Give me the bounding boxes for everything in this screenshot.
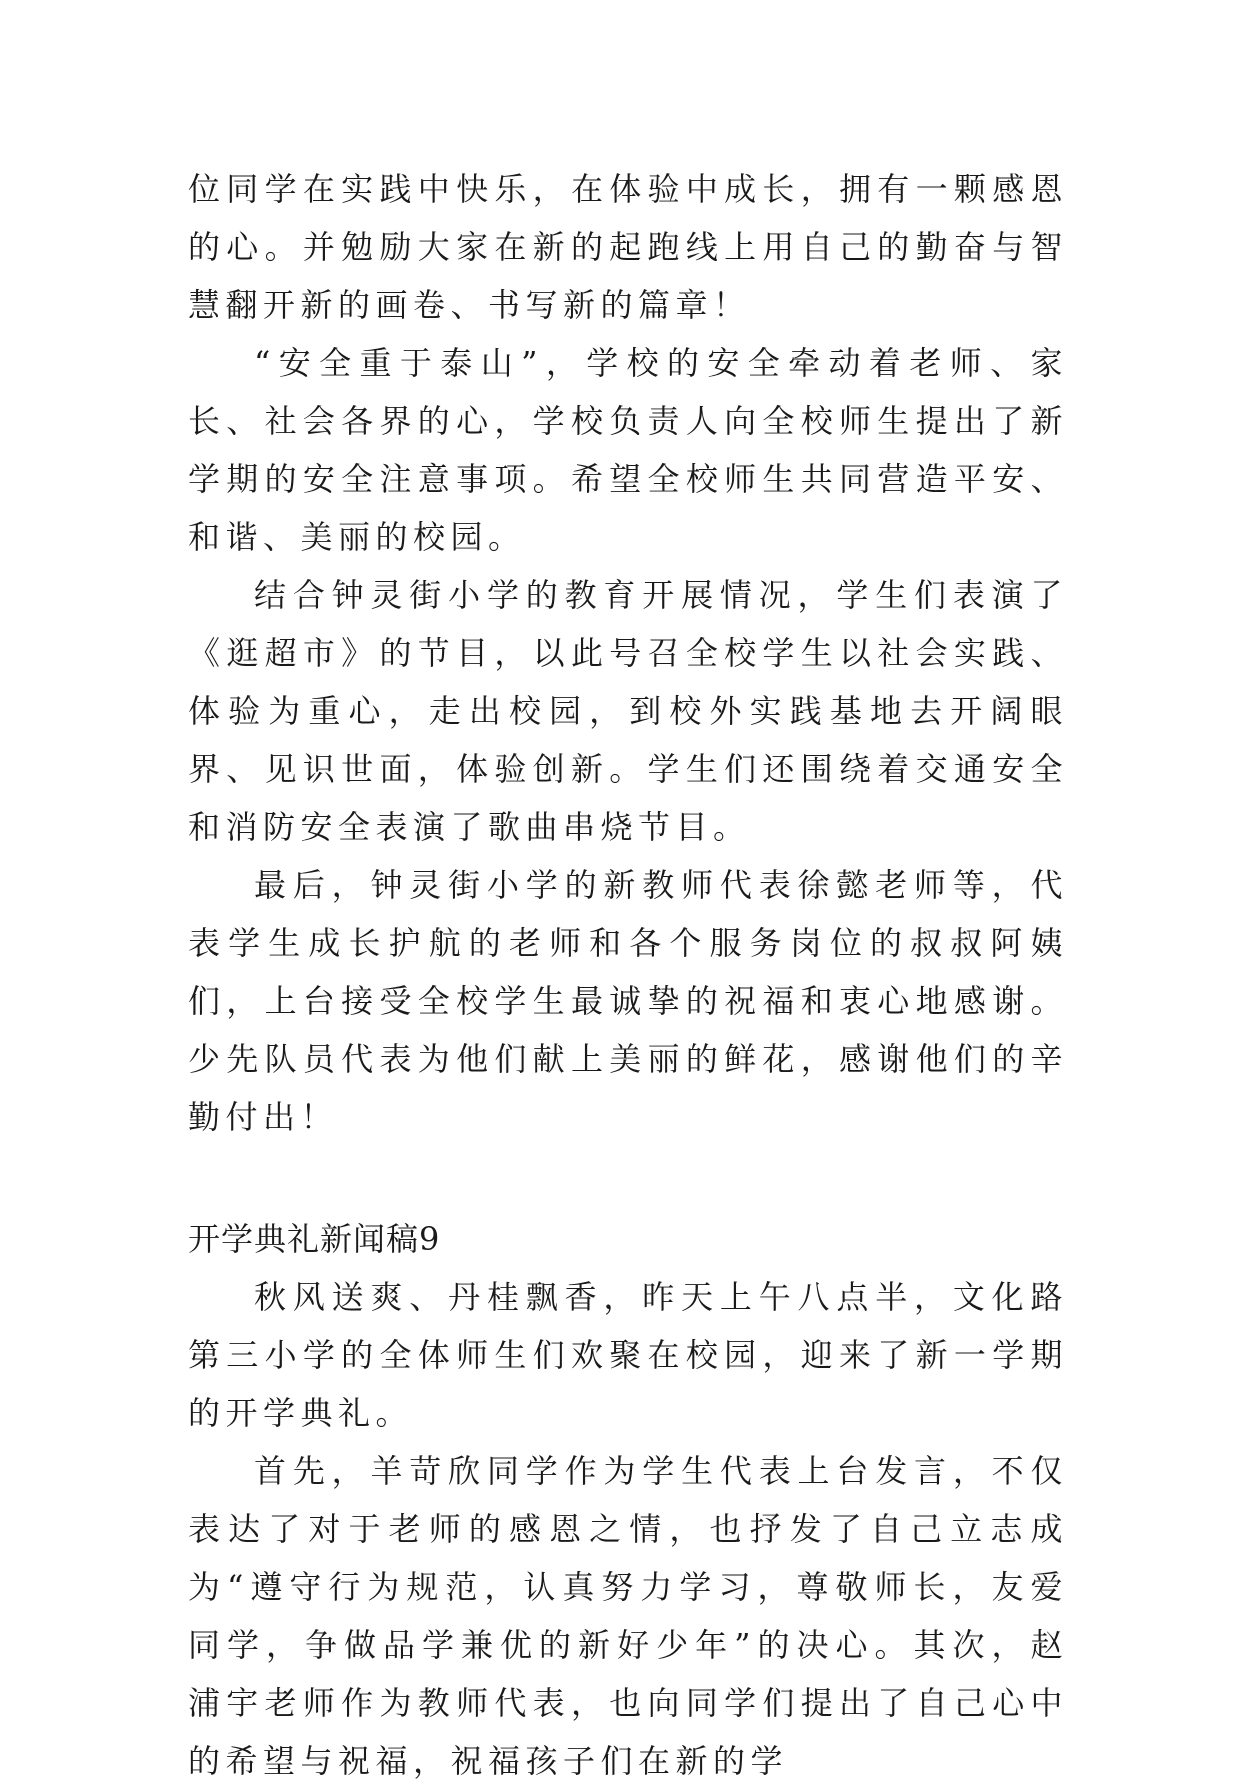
paragraph-3: 结合钟灵街小学的教育开展情况，学生们表演了《逛超市》的节目，以此号召全校学生以社会实践、体验为重心，走出校园，到校外实践基地去开阔眼界、见识世面，体验创新。学生们还围绕着交通安全和消防安全表演了歌曲串烧节目。 [188, 576, 1068, 846]
document-body [188, 160, 1068, 1790]
paragraph-1: 位同学在实践中快乐，在体验中成长，拥有一颗感恩的心。并勉励大家在新的起跑线上用自己的勤奋与智慧翻开新的画卷、书写新的篇章！ [188, 170, 1068, 324]
paragraph-5: 秋风送爽、丹桂飘香，昨天上午八点半，文化路第三小学的全体师生们欢聚在校园，迎来了新一学期的开学典礼。 [188, 1278, 1068, 1432]
paragraph-6: 首先，羊苛欣同学作为学生代表上台发言，不仅表达了对于老师的感恩之情，也抒发了自己立志成为“遵守行为规范，认真努力学习，尊敬师长，友爱同学，争做品学兼优的新好少年”的决心。其次，赵浦宇老师作为教师代表，也向同学们提出了自己心中的希望与祝福，祝福孩子们在新的学 [188, 1452, 1068, 1780]
section-title: 开学典礼新闻稿9 [188, 1220, 441, 1258]
paragraph-4: 最后，钟灵街小学的新教师代表徐懿老师等，代表学生成长护航的老师和各个服务岗位的叔叔阿姨们，上台接受全校学生最诚挚的祝福和衷心地感谢。少先队员代表为他们献上美丽的鲜花，感谢他们的辛勤付出！ [188, 866, 1068, 1136]
paragraph-2: “安全重于泰山”，学校的安全牵动着老师、家长、社会各界的心，学校负责人向全校师生提出了新学期的安全注意事项。希望全校师生共同营造平安、和谐、美丽的校园。 [188, 344, 1068, 556]
